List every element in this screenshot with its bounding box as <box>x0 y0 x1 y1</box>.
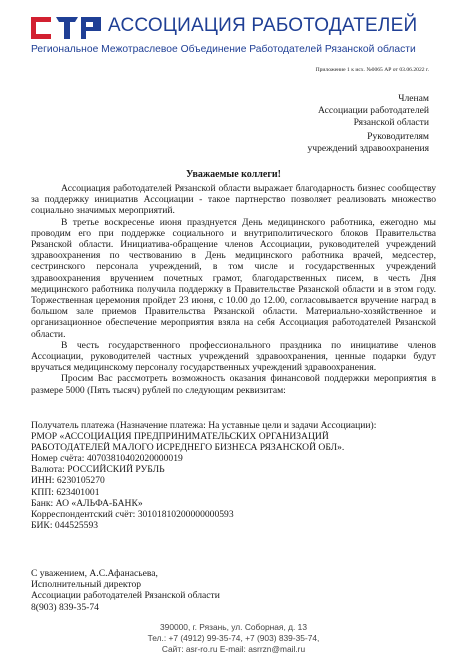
requisite-line: ИНН: 6230105270 <box>31 475 105 487</box>
addressee-members <box>318 93 429 129</box>
body-paragraph: В третье воскресенье июня празднуется День медицинского работника, ежегодно мы проводим его при поддержке социального и внутриполитического блоков Правительства Рязанской области. Инициатива-обращение членов Ассоциации, руководителей учреждений здравоохранения по чествованию в День медицинского работника врачей, медсестер, сестринского персонала учреждений, в том числе и государственных учреждений здравоохранения вручением почетных грамот, благодарственных писем, в честь Дня медицинского работника получила поддержку в Правительстве Рязанской области и в этом году. Торжественная церемония пройдет 23 июня, с 10.00 до 12.00, согласовывается вручение наград в большом зале приемов Правительства Рязанской области. Материально-хозяйственное и организационное обеспечение мероприятия взяла на себя Ассоциация работодателей Рязанской области. <box>31 216 436 340</box>
requisite-line: Корреспондентский счёт: 30101810200000000593 <box>31 508 234 520</box>
requisite-line: Номер счёта: 40703810402020000019 <box>31 453 183 465</box>
footer-web-email: Сайт: asr-ro.ru E-mail: asrrzn@mail.ru <box>161 644 306 654</box>
body-paragraph: Просим Вас рассмотреть возможность оказания финансовой поддержки мероприятия в размере 5000 (Пять тысяч) рублей по следующим реквизитам: <box>31 373 436 396</box>
addressee-line: Ассоциации работодателей <box>317 105 429 116</box>
requisite-line: Банк: АО «АЛЬФА-БАНК» <box>31 497 143 509</box>
body-paragraph: В честь государственного профессионального праздника по инициативе членов Ассоциации, руководителей частных учреждений здравоохранения, ценные подарки будут вручаться медицинскому персоналу государственных учреждений здравоохранения. <box>31 339 436 374</box>
addressee-line: учреждений здравоохранения <box>307 143 429 154</box>
requisite-line: РМОР «АССОЦИАЦИЯ ПРЕДПРИНИМАТЕЛЬСКИХ ОРГАНИЗАЦИЙ <box>31 431 329 443</box>
footer-address: 390000, г. Рязань, ул. Соборная, д. 13 <box>160 622 307 632</box>
addressee-line: Руководителям <box>367 131 429 142</box>
greeting: Уважаемые коллеги! <box>186 169 281 180</box>
body-paragraph: Ассоциация работодателей Рязанской области выражает благодарность бизнес сообществу за поддержку инициатив Ассоциации - такое партнерство позволяет реализовать множество социально значимых мероприятий. <box>31 183 436 217</box>
footer-contacts <box>0 622 467 655</box>
org-name: АССОЦИАЦИЯ РАБОТОДАТЕЛЕЙ <box>108 15 418 36</box>
signature-line: С уважением, А.С.Афанасьева, <box>31 568 158 579</box>
payment-requisites <box>31 420 441 531</box>
signature-line: Ассоциации работодателей Рязанской области <box>31 590 220 602</box>
annex-reference: Приложение 1 к исх. №0065 АР от 03.06.2022 г. <box>315 67 429 73</box>
requisite-line: КПП: 623401001 <box>31 486 100 498</box>
org-subtitle: Региональное Межотраслевое Объединение Работодателей Рязанской области <box>31 44 416 55</box>
association-logo <box>31 15 101 41</box>
signature-line: 8(903) 839-35-74 <box>31 601 99 613</box>
signature-line: Исполнительный директор <box>31 579 142 591</box>
addressee-line: Членам <box>398 93 429 104</box>
addressee-line: Рязанской области <box>353 117 429 128</box>
requisite-line: РАБОТОДАТЕЛЕЙ МАЛОГО ИСРЕДНЕГО БИЗНЕСА РЯЗАНСКОЙ ОБЛ». <box>31 442 345 454</box>
addressee-heads <box>307 131 429 155</box>
requisite-line: Валюта: РОССИЙСКИЙ РУБЛЬ <box>31 464 165 476</box>
requisite-line: БИК: 044525593 <box>31 519 99 531</box>
footer-phones: Тел.: +7 (4912) 99-35-74, +7 (903) 839-35-74, <box>147 633 320 643</box>
requisite-line: Получатель платежа (Назначение платежа: На уставные цели и задачи Ассоциации): <box>31 420 377 431</box>
signature-block <box>31 568 220 613</box>
letter-body <box>31 183 436 396</box>
